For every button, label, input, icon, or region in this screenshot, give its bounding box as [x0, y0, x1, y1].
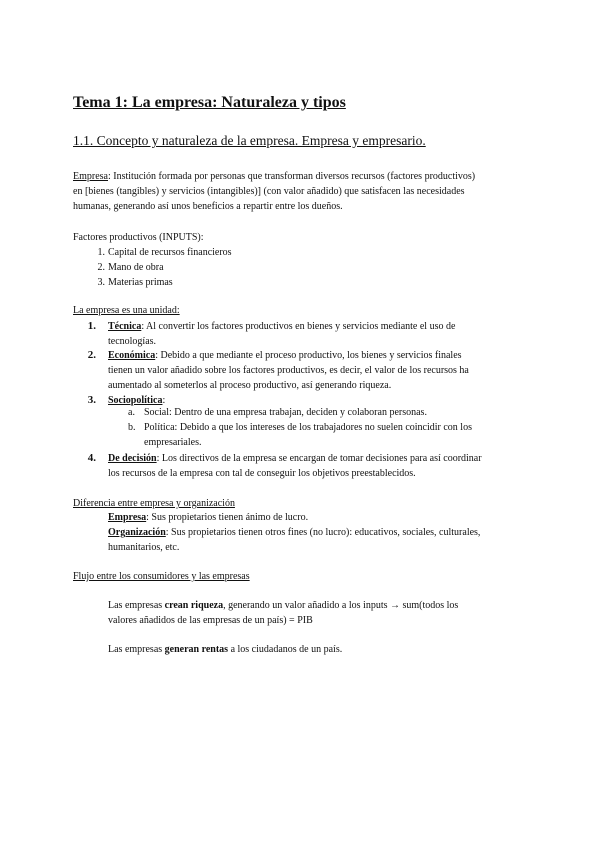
crean-riqueza: crean riqueza: [164, 600, 224, 611]
list-item: 4. De decisión: Los directivos de la empresa se encargan de tomar decisiones para así coordinar los recursos de la empresa con tal de conseguir los objetivos preestablecidos.: [87, 452, 482, 479]
factores-heading: Factores productivos (INPUTS):: [73, 232, 204, 243]
flujo-paragraph-1: Las empresas crean riqueza, generando un valor añadido a los inputs → sum(todos los valores añadidos de las empresas de un país) = PIB: [108, 600, 459, 626]
page-title: Tema 1: La empresa: Naturaleza y tipos: [73, 94, 346, 111]
sub-list-item: a. Social: Dentro de una empresa trabajan, deciden y colaboran personas.: [128, 407, 427, 418]
empresa-definition-line-1: Empresa: Institución formada por personas que transforman diversos recursos (factores productivos): [73, 171, 476, 182]
sociopolitica-term: Sociopolítica: [108, 395, 163, 406]
empresa-definition: [73, 169, 533, 214]
sub-list-item: b. Política: Debido a que los intereses de los trabajadores no suelen coincidir con los empresariales.: [128, 422, 472, 448]
decision-term: De decisión: [108, 453, 157, 464]
empresa-term: Empresa: [73, 171, 108, 182]
diferencia-heading: Diferencia entre empresa y organización: [73, 498, 235, 509]
list-item: 1. Técnica: Al convertir los factores productivos en bienes y servicios mediante el uso de tecnologías.: [87, 320, 456, 347]
tecnica-term: Técnica: [108, 321, 142, 332]
section-title: 1.1. Concepto y naturaleza de la empresa. Empresa y empresario.: [73, 133, 426, 148]
empresa-term-2: Empresa: [108, 512, 147, 523]
flujo-paragraph-2: Las empresas generan rentas a los ciudadanos de un país.: [108, 644, 343, 655]
generan-rentas: generan rentas: [164, 644, 229, 655]
economica-term: Económica: [108, 350, 156, 361]
flujo-heading: Flujo entre los consumidores y las empresas: [73, 571, 250, 582]
empresa-definition-line-2: en [bienes (tangibles) y servicios (intangibles)] (con valor añadido) que satisfacen las necesidades: [73, 186, 465, 197]
unidad-heading: La empresa es una unidad:: [73, 305, 180, 316]
list-item: 3. Sociopolítica:: [87, 394, 166, 406]
document-page: Tema 1: La empresa: Naturaleza y tipos 1.1. Concepto y naturaleza de la empresa. Empresa y empresario. Empresa: Institución formada por personas que transforman diversos recursos (factores productivos) en [bienes (tangibles) y servicios (intangibles)] (con valor añadido) que satisfacen las necesidades humanas, generando así unos beneficios a repartir entre los dueños. Factores productivos (INPUTS): 1. Capital de recursos financieros 2. Mano de obra 3. Materias primas La empresa es una unidad: 1. Técnica: Al convertir los factores productivos en bienes y servicios mediante el uso de tecnologías. 2. Económica: Debido a que mediante el proceso productivo, los bienes y servicios finales tienen un valor añadido sobre los factores productivos, es decir, el valor de los recursos ha aumentado al someterlos al proceso productivo, así generando riqueza. 3. Sociopolítica: a. Social: Dentro de una empresa trabajan, deciden y colaboran personas. b. Política: Debido a que los intereses de los trabajadores no suelen coincidir con los empresariales. 4. De decisión: Los directivos de la empresa se encargan de tomar decisiones para así coordinar los recursos de la empresa con tal de conseguir los objetivos preestablecidos. Diferencia entre empresa y organización Empresa: Sus propietarios tienen ánimo de lucro. Organización: Sus propietarios tienen otros fines (no lucro): educativos, sociales, culturales, humanitarios, etc. Flujo entre los consumidores y las empresas Las empresas crean riqueza, generando un valor añadido a los inputs → sum(todos los valores añadidos de las empresas de un país) = PIB Las empresas generan rentas a los ciudadanos de un país.: [0, 0, 600, 848]
diferencia-empresa: Empresa: Sus propietarios tienen ánimo de lucro.: [108, 512, 309, 523]
list-item: 2. Económica: Debido a que mediante el proceso productivo, los bienes y servicios finales tienen un valor añadido sobre los factores productivos, es decir, el valor de los recursos ha aumentado al someterlos al proceso productivo, así generando riqueza.: [87, 349, 469, 391]
empresa-definition-line-3: humanas, generando así unos beneficios a repartir entre los dueños.: [73, 201, 343, 212]
diferencia-organizacion: Organización: Sus propietarios tienen otros fines (no lucro): educativos, sociales, culturales, humanitarios, etc.: [108, 527, 481, 553]
organizacion-term: Organización: [108, 527, 166, 538]
